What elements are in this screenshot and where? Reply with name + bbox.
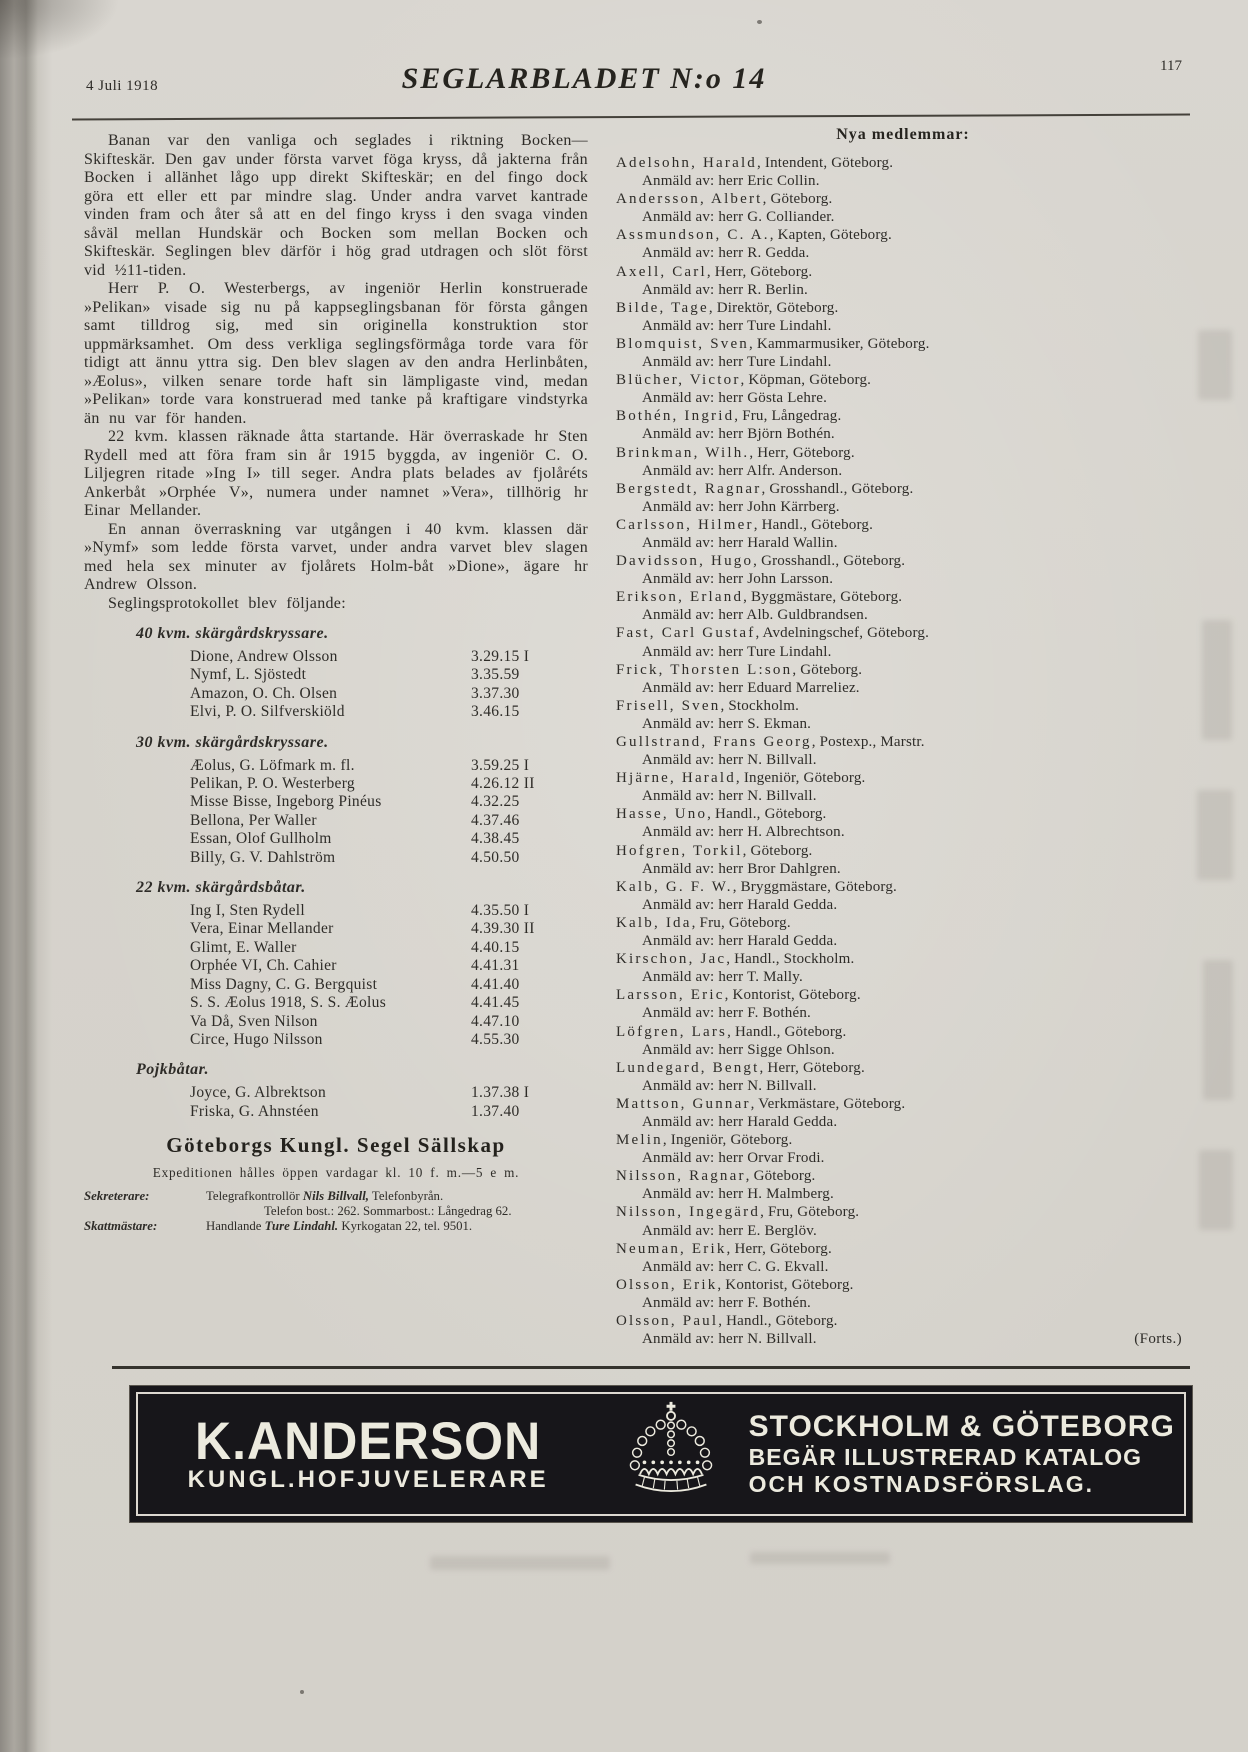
member-name-line: Hofgren, Torkil, Göteborg. [616, 842, 813, 859]
member-entry [616, 1059, 1190, 1095]
member-name-line: Bothén, Ingrid, Fru, Långedrag. [616, 408, 842, 425]
member-name-line: Kalb, Ida, Fru, Göteborg. [616, 914, 791, 931]
member-name: Bergstedt, Ragnar [616, 480, 762, 497]
member-sponsor-line: Anmäld av: herr C. G. Ekvall. [642, 1258, 829, 1275]
member-name-line: Olsson, Erik, Kontorist, Göteborg. [616, 1276, 854, 1293]
race-result-row [84, 775, 588, 793]
race-result-row [84, 685, 588, 703]
member-name-line: Blücher, Victor, Köpman, Göteborg. [616, 372, 872, 389]
member-sponsor-line: Anmäld av: herr R. Gedda. [642, 245, 810, 262]
member-name: Mattson, Gunnar [616, 1095, 751, 1112]
boat-and-skipper: Joyce, G. Albrektson [190, 1084, 327, 1102]
member-name: Neuman, Erik [616, 1240, 727, 1257]
race-result-row [84, 1031, 588, 1049]
race-result-row [84, 830, 588, 848]
officer-name: Ture Lindahl. [264, 1219, 339, 1234]
race-result-row [84, 666, 588, 684]
member-name: Gullstrand, Frans Georg [616, 734, 812, 750]
member-entry [616, 154, 1190, 190]
bleed-through-smudge [1203, 960, 1233, 1100]
member-sponsor-line: Anmäld av: herr Harald Gedda. [642, 1113, 838, 1130]
member-entry [616, 1203, 1190, 1239]
officer-details [206, 1189, 588, 1219]
member-entry [616, 1276, 1190, 1312]
member-name-line: Brinkman, Wilh., Herr, Göteborg. [616, 444, 855, 461]
race-class-title: 40 kvm. skärgårdskryssare. [136, 625, 329, 642]
member-name: Hasse, Uno [616, 806, 708, 823]
scan-corner-shade [0, 0, 120, 60]
finish-time: 3.35.59 [471, 666, 520, 684]
race-result-row [84, 1084, 588, 1102]
member-entry [616, 1023, 1190, 1059]
race-results [84, 625, 588, 1121]
ad-cities-line: STOCKHOLM & GÖTEBORG [748, 1410, 1175, 1443]
member-name-line: Kalb, G. F. W., Bryggmästare, Göteborg. [616, 878, 897, 895]
member-entry [616, 480, 1190, 516]
member-name: Axell, Carl [616, 263, 707, 280]
member-name: Olsson, Paul [616, 1313, 719, 1329]
member-name: Bilde, Tage [616, 299, 709, 316]
member-name: Kalb, G. F. W. [616, 878, 733, 895]
finish-time: 4.47.10 [471, 1012, 520, 1030]
officer-name: Nils Billvall, [302, 1189, 369, 1204]
member-sponsor-line: Anmäld av: herr F. Bothén. [642, 1005, 811, 1022]
boat-and-skipper: Bellona, Per Waller [190, 811, 317, 829]
member-entry [616, 624, 1190, 660]
race-result-row [84, 902, 588, 920]
finish-time: 4.41.45 [471, 994, 520, 1012]
member-sponsor-line: Anmäld av: herr E. Berglöv. [642, 1222, 817, 1239]
member-name-line: Andersson, Albert, Göteborg. [616, 191, 833, 208]
member-sponsor-line: Anmäld av: herr Gösta Lehre. [642, 390, 828, 407]
race-result-row [84, 1013, 588, 1031]
ad-brand-subtitle: KUNGL.HOFJUVELERARE [187, 1466, 549, 1493]
member-name-line: Löfgren, Lars, Handl., Göteborg. [616, 1023, 847, 1040]
bleed-through-smudge [430, 1556, 610, 1570]
officer-role: Skattmästare: [84, 1219, 158, 1234]
member-sponsor-line: Anmäld av: herr G. Colliander. [642, 209, 835, 226]
member-sponsor-line: Anmäld av: herr Alb. Guldbrandsen. [642, 607, 868, 624]
officer-post: Telefonbyrån. [368, 1189, 444, 1204]
member-name-line: Frisell, Sven, Stockholm. [616, 697, 800, 714]
member-sponsor-line: Anmäld av: herr Ture Lindahl. [642, 354, 832, 371]
finish-time: 4.37.46 [471, 811, 520, 829]
member-name-line: Assmundson, C. A., Kapten, Göteborg. [616, 227, 892, 244]
member-entry [616, 914, 1190, 950]
member-sponsor-line: Anmäld av: herr Orvar Frodi. [642, 1150, 825, 1167]
member-entry [616, 950, 1190, 986]
member-name: Fast, Carl Gustaf [616, 625, 756, 642]
finish-time: 4.40.15 [471, 938, 520, 956]
member-entry [616, 299, 1190, 335]
race-section [84, 1061, 588, 1121]
race-class-title: 22 kvm. skärgårdsbåtar. [136, 879, 306, 897]
member-entry [616, 1312, 1190, 1348]
finish-time: 4.41.40 [471, 975, 520, 993]
member-sponsor-line: Anmäld av: herr Alfr. Anderson. [642, 462, 843, 479]
member-entry [616, 1167, 1190, 1203]
member-sponsor-line: Anmäld av: herr Bror Dahlgren. [642, 860, 841, 877]
member-entry [616, 986, 1190, 1022]
race-result-row [84, 1103, 588, 1121]
boat-and-skipper: Æolus, G. Löfmark m. fl. [190, 756, 355, 774]
member-sponsor-line: Anmäld av: herr Harald Wallin. [642, 534, 838, 551]
member-name-line: Adelsohn, Harald, Intendent, Göteborg. [616, 155, 894, 171]
article-paragraph: Herr P. O. Westerbergs, av ingeniör Herlin konstruerade »Pelikan» visade sig nu på kappseglingsbanan för första gången samt tilldrog sig, med sin originella konstruktion stor uppmärksamhet. Om dess verkliga seglingsförmåga torde vara för tidigt att ännu yttra sig. Den blev slagen av den andra Herlinbåten, »Æolus», vilken senare torde haft sin lämpligaste vind, medan »Pelikan» torde vara konstruerad med tanke på kraftigare vindstyrka än nu var för handen. [84, 280, 588, 427]
boat-and-skipper: Amazon, O. Ch. Olsen [190, 684, 338, 702]
member-name: Löfgren, Lars [616, 1023, 728, 1040]
member-sponsor-line: Anmäld av: herr R. Berlin. [642, 281, 808, 298]
member-name: Erikson, Erland [616, 589, 744, 606]
member-sponsor-line: Anmäld av: herr John Kärrberg. [642, 498, 840, 515]
boat-and-skipper: Billy, G. V. Dahlström [190, 848, 336, 866]
member-sponsor-line: Anmäld av: herr T. Mally. [642, 969, 803, 986]
race-class-title: Pojkbåtar. [136, 1061, 210, 1079]
club-title: Göteborgs Kungl. Segel Sällskap [166, 1133, 506, 1158]
member-name: Carlsson, Hilmer [616, 516, 754, 533]
member-name-line: Hjärne, Harald, Ingeniör, Göteborg. [616, 770, 866, 787]
member-name-line: Nilsson, Ragnar, Göteborg. [616, 1168, 816, 1185]
member-sponsor-line: Anmäld av: herr Harald Gedda. [642, 933, 838, 950]
race-section [84, 625, 588, 722]
member-entry [616, 697, 1190, 733]
race-result-row [84, 994, 588, 1012]
member-sponsor-line: Anmäld av: herr Eduard Marreliez. [642, 679, 860, 696]
member-name: Blücher, Victor [616, 372, 741, 389]
boat-and-skipper: Pelikan, P. O. Westerberg [190, 775, 355, 793]
member-sponsor-line: Anmäld av: herr H. Albrechtson. [642, 824, 845, 841]
member-entry [616, 190, 1190, 226]
officer-pre: Handlande [206, 1219, 265, 1234]
member-name: Frick, Thorsten L:son [616, 661, 793, 678]
member-sponsor-line: Anmäld av: herr John Larsson. [642, 571, 834, 588]
finish-time: 4.38.45 [471, 830, 520, 848]
race-result-row [84, 920, 588, 938]
finish-time: 4.55.30 [471, 1030, 520, 1048]
member-entry [616, 1095, 1190, 1131]
member-name-line: Bilde, Tage, Direktör, Göteborg. [616, 299, 839, 316]
member-sponsor-line: Anmäld av: herr H. Malmberg. [642, 1186, 834, 1203]
officer-phone-line: Telefon bost.: 262. Sommarbost.: Långedrag 62. [264, 1204, 512, 1219]
member-sponsor-line: Anmäld av: herr N. Billvall. [642, 1077, 817, 1094]
member-entry [616, 842, 1190, 878]
member-name-line: Olsson, Paul, Handl., Göteborg. [616, 1313, 838, 1329]
member-entry [616, 552, 1190, 588]
member-name-line: Bergstedt, Ragnar, Grosshandl., Göteborg. [616, 480, 914, 497]
member-name-line: Blomquist, Sven, Kammarmusiker, Göteborg. [616, 335, 930, 352]
boat-and-skipper: S. S. Æolus 1918, S. S. Æolus [190, 994, 387, 1012]
boat-and-skipper: Friska, G. Ahnstéen [190, 1102, 319, 1120]
ad-estimate-line: OCH KOSTNADSFÖRSLAG. [748, 1471, 1095, 1497]
member-sponsor-line: Anmäld av: herr Sigge Ohlson. [642, 1041, 835, 1058]
race-section [84, 734, 588, 867]
member-name-line: Neuman, Erik, Herr, Göteborg. [616, 1240, 832, 1257]
member-sponsor-line: Anmäld av: herr Eric Collin. [642, 173, 820, 190]
member-entry [616, 769, 1190, 805]
boat-and-skipper: Glimt, E. Waller [190, 938, 297, 956]
finish-time: 3.46.15 [471, 703, 520, 721]
race-result-row [84, 976, 588, 994]
finish-time: 4.41.31 [471, 957, 520, 975]
officer-role: Sekreterare: [84, 1189, 150, 1204]
boat-and-skipper: Circe, Hugo Nilsson [190, 1030, 323, 1048]
royal-crown-icon [598, 1396, 744, 1513]
bleed-through-smudge [1202, 620, 1232, 740]
club-officers [84, 1189, 588, 1234]
continuation-note: (Forts.) [1134, 1331, 1182, 1348]
member-entry [616, 878, 1190, 914]
left-column [84, 132, 588, 1234]
race-result-row [84, 939, 588, 957]
finish-time: 4.50.50 [471, 848, 520, 866]
member-name-line: Frick, Thorsten L:son, Göteborg. [616, 661, 863, 678]
member-sponsor-line: Anmäld av: herr Ture Lindahl. [642, 643, 832, 660]
member-name-line: Nilsson, Ingegärd, Fru, Göteborg. [616, 1204, 860, 1221]
member-sponsor-line: Anmäld av: herr Björn Bothén. [642, 426, 835, 443]
member-name: Frisell, Sven [616, 697, 721, 714]
boat-and-skipper: Essan, Olof Gullholm [190, 830, 332, 848]
finish-time: 3.37.30 [471, 684, 520, 702]
page-number: 117 [1160, 58, 1182, 74]
officer-row [84, 1219, 588, 1234]
boat-and-skipper: Nymf, L. Sjöstedt [190, 666, 307, 684]
officer-pre: Telegrafkontrollör [206, 1189, 303, 1204]
race-result-row [84, 648, 588, 666]
boat-and-skipper: Dione, Andrew Olsson [190, 648, 338, 665]
member-sponsor-line: Anmäld av: herr Ture Lindahl. [642, 317, 832, 334]
ad-frame [136, 1392, 1186, 1516]
member-name-line: Kirschon, Jac, Handl., Stockholm. [616, 951, 855, 968]
member-name-line: Gullstrand, Frans Georg, Postexp., Marstr. [616, 734, 925, 750]
member-sponsor-line: Anmäld av: herr N. Billvall. (Forts.) [616, 1330, 1190, 1348]
member-name-line: Melin, Ingeniör, Göteborg. [616, 1132, 793, 1149]
member-sponsor-line: Anmäld av: herr Harald Gedda. [642, 896, 838, 913]
ad-brand-block [138, 1411, 598, 1493]
boat-and-skipper: Elvi, P. O. Silfverskiöld [190, 703, 345, 721]
header-rule [72, 114, 1190, 121]
finish-time: 3.59.25 I [471, 756, 530, 774]
member-name: Davidsson, Hugo [616, 553, 754, 570]
member-entry [616, 1240, 1190, 1276]
member-entry [616, 263, 1190, 299]
member-name: Olsson, Erik [616, 1276, 718, 1293]
member-name: Nilsson, Ragnar [616, 1168, 746, 1185]
member-name-line: Hasse, Uno, Handl., Göteborg. [616, 806, 827, 823]
member-name: Hofgren, Torkil [616, 842, 743, 859]
member-name-line: Davidsson, Hugo, Grosshandl., Göteborg. [616, 553, 906, 570]
member-entry [616, 335, 1190, 371]
ad-cities-block [745, 1410, 1184, 1498]
member-name: Hjärne, Harald [616, 770, 736, 787]
member-name: Nilsson, Ingegärd [616, 1204, 761, 1221]
finish-time: 3.29.15 I [471, 648, 530, 665]
boat-and-skipper: Orphée VI, Ch. Cahier [190, 957, 337, 975]
race-result-row [84, 957, 588, 975]
article-paragraph: En annan överraskning var utgången i 40 kvm. klassen där »Nymf» som ledde första varvet, under andra varvet blev slagen med hela sex minuter av fjolårets Holm-båt »Dione», ägare hr Andrew Olsson. [84, 520, 588, 593]
member-name: Bothén, Ingrid [616, 408, 735, 425]
member-entry [616, 516, 1190, 552]
member-name: Melin [616, 1132, 663, 1149]
race-section [84, 879, 588, 1049]
finish-time: 1.37.38 I [471, 1084, 530, 1102]
member-sponsor-line: Anmäld av: herr S. Ekman. [642, 715, 812, 732]
club-office-hours: Expeditionen hålles öppen vardagar kl. 10 f. m.—5 e m. [152, 1165, 520, 1181]
finish-time: 4.32.25 [471, 793, 520, 811]
member-entry [616, 444, 1190, 480]
member-name-line: Mattson, Gunnar, Verkmästare, Göteborg. [616, 1095, 906, 1112]
issue-date: 4 Juli 1918 [86, 78, 159, 94]
new-members-list [616, 154, 1190, 1348]
ad-brand-name: K.ANDERSON [195, 1411, 542, 1471]
officer-row [84, 1189, 588, 1219]
member-sponsor-line: Anmäld av: herr N. Billvall. [642, 788, 817, 805]
member-name-line: Erikson, Erland, Byggmästare, Göteborg. [616, 589, 903, 606]
member-name: Brinkman, Wilh. [616, 444, 750, 461]
article-paragraph: 22 kvm. klassen räknade åtta startande. Här överraskade hr Sten Rydell med att föra fram sin år 1915 byggda, av ingeniör C. O. Liljegren ritade »Ing I» till seger. Andra plats belades av fjolåréts Ankerbåt »Orphée V», numera under namnet »Vera», tillhörig hr Einar Mellander. [84, 428, 588, 519]
member-name-line: Lundegard, Bengt, Herr, Göteborg. [616, 1059, 865, 1076]
jeweler-advertisement [130, 1386, 1192, 1522]
article-paragraph: Seglingsprotokollet blev följande: [108, 594, 346, 612]
member-name-line: Larsson, Eric, Kontorist, Göteborg. [616, 987, 861, 1004]
member-name: Larsson, Eric [616, 987, 725, 1004]
race-result-row [84, 793, 588, 811]
article-paragraph: Banan var den vanliga och seglades i riktning Bocken—Skifteskär. Den gav under första varvet föga kryss, då jakterna från Bocken i allänhet lågo upp direkt Skifteskär; en del fingo dock göra ett eller ett par mindre slag. Under andra varvet kantrade vinden fram och åter så att en del fingo kryss i den svaga vinden såväl mellan Hundskär och Bocken som mellan Bocken och Skifteskär. Seglingen blev därför i hög grad utdragen och slöt först vid ½11-tiden. [84, 132, 588, 279]
new-members-heading: Nya medlemmar: [836, 126, 970, 143]
member-entry [616, 805, 1190, 841]
member-entry [616, 733, 1190, 769]
bleed-through-smudge [750, 1552, 890, 1564]
member-name: Kirschon, Jac [616, 951, 727, 968]
bleed-through-smudge [1197, 790, 1233, 880]
member-entry [616, 661, 1190, 697]
boat-and-skipper: Misse Bisse, Ingeborg Pinéus [190, 793, 382, 811]
right-column [616, 126, 1190, 1348]
member-entry [616, 371, 1190, 407]
divider-rule [112, 1366, 1190, 1369]
bleed-through-smudge [1198, 330, 1232, 400]
finish-time: 4.39.30 II [471, 920, 535, 938]
scan-speck [757, 20, 762, 24]
race-result-row [84, 757, 588, 775]
race-result-row [84, 849, 588, 867]
race-result-row [84, 812, 588, 830]
finish-time: 4.26.12 II [471, 775, 535, 793]
race-class-title: 30 kvm. skärgårdskryssare. [136, 733, 329, 751]
member-name: Adelsohn, Harald [616, 155, 758, 171]
member-name: Lundegard, Bengt [616, 1059, 760, 1076]
member-name-line: Axell, Carl, Herr, Göteborg. [616, 263, 813, 280]
club-announcement [84, 1133, 588, 1234]
member-name: Assmundson, C. A. [616, 227, 770, 244]
boat-and-skipper: Va Då, Sven Nilson [190, 1012, 318, 1030]
member-name-line: Fast, Carl Gustaf, Avdelningschef, Göteborg. [616, 625, 930, 642]
binding-gutter-shadow [0, 0, 52, 1752]
boat-and-skipper: Ing I, Sten Rydell [190, 902, 305, 920]
bleed-through-smudge [1199, 1150, 1233, 1230]
member-name: Andersson, Albert [616, 191, 763, 208]
member-entry [616, 1131, 1190, 1167]
member-entry [616, 588, 1190, 624]
ad-catalog-line: BEGÄR ILLUSTRERAD KATALOG [748, 1444, 1143, 1470]
boat-and-skipper: Miss Dagny, C. G. Bergquist [190, 975, 378, 993]
finish-time: 1.37.40 [471, 1102, 520, 1120]
scan-speck [300, 1690, 304, 1694]
member-entry [616, 226, 1190, 262]
masthead-title: SEGLARBLADET N:o 14 [401, 62, 767, 95]
boat-and-skipper: Vera, Einar Mellander [190, 920, 334, 938]
officer-post: Kyrkogatan 22, tel. 9501. [338, 1219, 473, 1234]
member-name: Blomquist, Sven [616, 335, 750, 352]
member-entry [616, 407, 1190, 443]
member-sponsor-line: Anmäld av: herr F. Bothén. [642, 1294, 811, 1311]
officer-details [206, 1219, 588, 1234]
member-name-line: Carlsson, Hilmer, Handl., Göteborg. [616, 516, 874, 533]
finish-time: 4.35.50 I [471, 902, 530, 920]
member-name: Kalb, Ida [616, 914, 692, 931]
member-sponsor-line: Anmäld av: herr N. Billvall. [642, 752, 817, 769]
race-result-row [84, 703, 588, 721]
